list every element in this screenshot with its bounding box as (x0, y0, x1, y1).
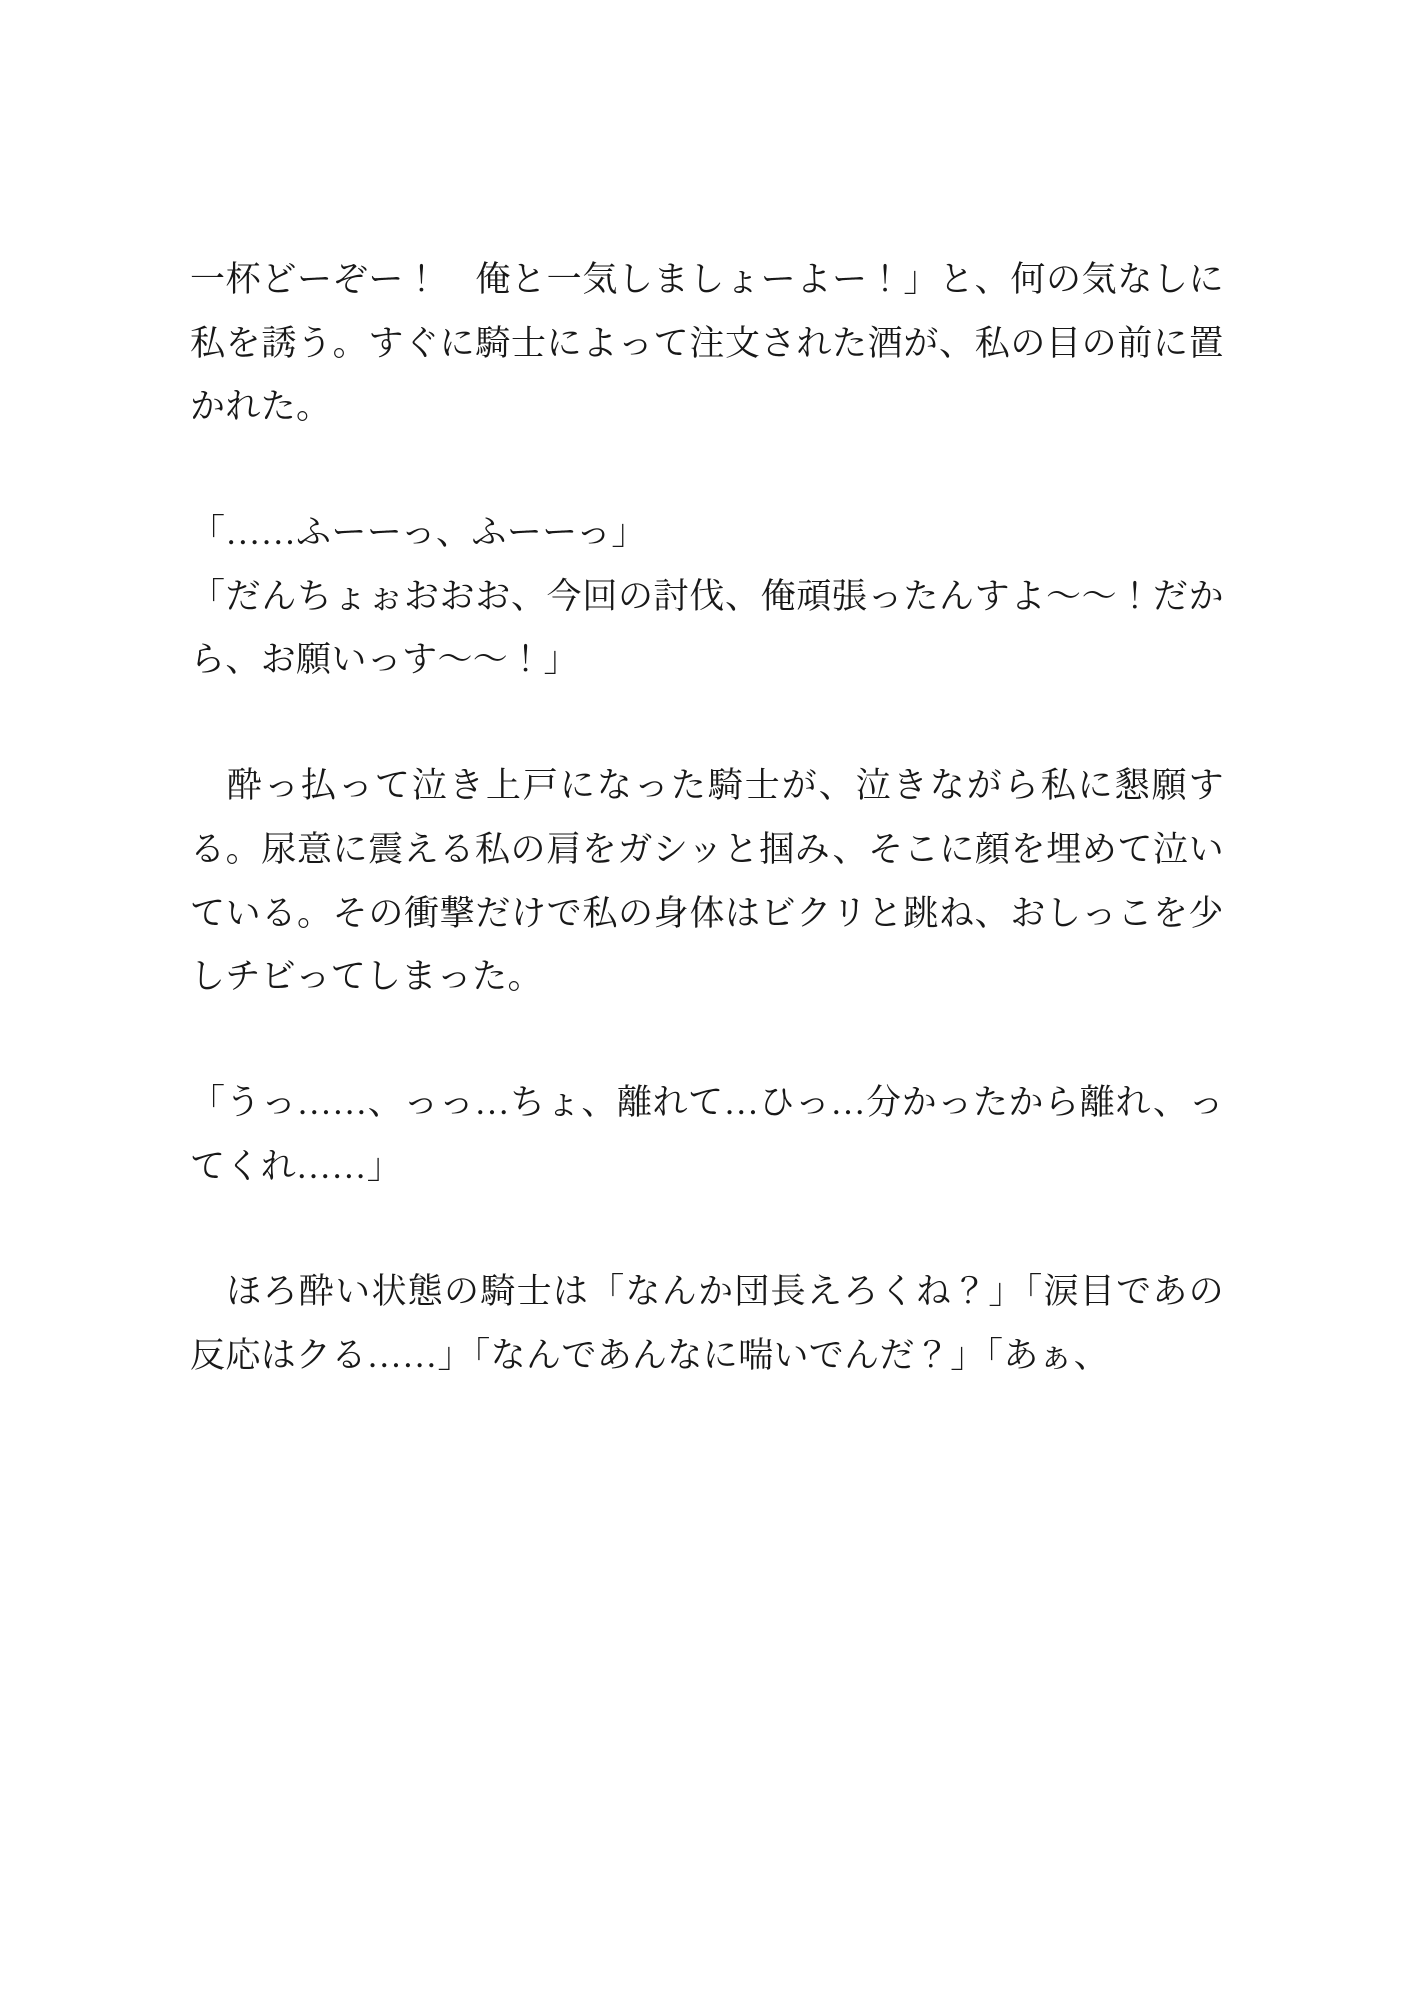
paragraph-4: 酔っ払って泣き上戸になった騎士が、泣きながら私に懇願する。尿意に震える私の肩をガシッと掴み、そこに顔を埋めて泣いている。その衝撃だけで私の身体はビクリと跳ね、おしっこを少しチビってしまった。 (190, 766, 1224, 997)
paragraph-spacer (190, 1198, 1224, 1260)
paragraph-2: 「……ふーーっ、ふーーっ」 (190, 513, 647, 553)
paragraph-spacer (190, 439, 1224, 501)
paragraph-6: ほろ酔い状態の騎士は「なんか団長えろくね？」「涙目であの反応はクる……」「なんであんなに喘いでんだ？」「あぁ、 (190, 1272, 1224, 1375)
paragraph-3: 「だんちょぉおおお、今回の討伐、俺頑張ったんすよ〜〜！だから、お願いっす〜〜！」 (190, 576, 1224, 680)
paragraph-5: 「うっ……、っっ…ちょ、離れて…ひっ…分かったから離れ、ってくれ……」 (190, 1082, 1224, 1186)
paragraph-spacer (190, 692, 1224, 754)
page-body (190, 248, 1224, 1388)
paragraph-1: 一杯どーぞー！ 俺と一気しましょーよー！」と、何の気なしに私を誘う。すぐに騎士によって注文された酒が、私の目の前に置かれた。 (190, 260, 1224, 427)
paragraph-spacer (190, 1009, 1224, 1071)
